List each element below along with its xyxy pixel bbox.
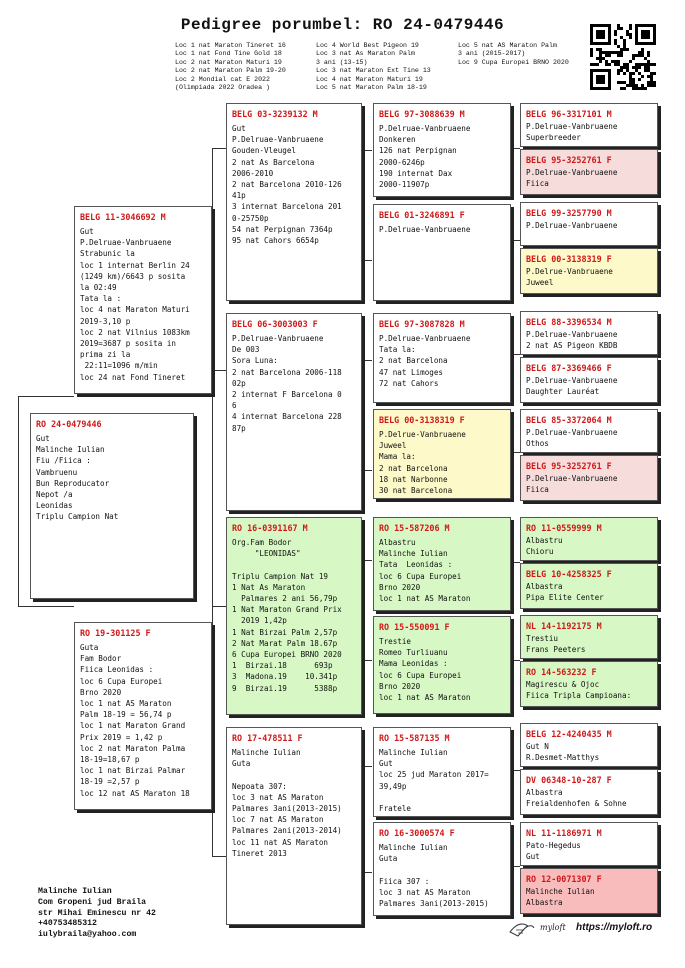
pigeon-card-gen5-8[interactable]: [520, 455, 658, 501]
pigeon-card-gen5-5[interactable]: [520, 311, 658, 355]
pigeon-card-gen5-4[interactable]: [520, 248, 658, 294]
pigeon-details: P.Delruae-Vanbruaene Superbreeder: [526, 122, 618, 142]
pigeon-card-dam-dam[interactable]: [226, 727, 362, 925]
pigeon-card-gen5-7[interactable]: [520, 409, 658, 453]
pigeon-card-gen5-14[interactable]: [520, 769, 658, 815]
pigeon-details: P.Delruae-Vanbruaene 2 nat AS Pigeon KBDB: [526, 330, 618, 350]
ring-number: BELG 99-3257790 M: [526, 208, 612, 218]
pigeon-card-sire-dam[interactable]: [226, 313, 362, 511]
pigeon-details: Albastra Pipa Elite Center: [526, 582, 604, 602]
ring-number: BELG 00-3138319 F: [379, 415, 465, 425]
pigeon-details: P.Delrue-Vanbruaene Juweel: [526, 267, 613, 287]
pigeon-details: P.Delruae-Vanbruaene Fiica: [526, 168, 618, 188]
pigeon-details: P.Delruae-Vanbruaene Othos: [526, 428, 618, 448]
ring-number: NL 14-1192175 M: [526, 621, 602, 631]
ring-number: RO 24-0479446: [36, 419, 102, 429]
ring-number: BELG 12-4240435 M: [526, 729, 612, 739]
pigeon-card-subject[interactable]: [30, 413, 194, 599]
pigeon-details: Trestie Romeo Turliuanu Mama Leonidas : loc 6 Cupa Europei Brno 2020 loc 1 nat AS Maraton: [379, 637, 471, 703]
pigeon-card-gen5-1[interactable]: [520, 103, 658, 147]
pigeon-card-gen5-11[interactable]: [520, 615, 658, 659]
pigeon-details: Malinche Iulian Guta Nepoata 307: loc 3 nat AS Maraton Palmares 3ani(2013-2015) loc 7 nat AS Maraton Palmares 2ani(2013-2014) loc 11 nat AS Maraton Tineret 2013: [232, 748, 342, 858]
ring-number: RO 15-587206 M: [379, 523, 450, 533]
ring-number: BELG 01-3246891 F: [379, 210, 465, 220]
pigeon-details: P.Delruae-Vanbruaene Tata la: 2 nat Barcelona 47 nat Limoges 72 nat Cahors: [379, 334, 471, 388]
ring-number: BELG 11-3046692 M: [80, 212, 166, 222]
pigeon-card-ssd[interactable]: [373, 204, 511, 301]
pigeon-card-dds[interactable]: [373, 727, 511, 817]
ring-number: BELG 96-3317101 M: [526, 109, 612, 119]
ring-number: BELG 06-3003003 F: [232, 319, 318, 329]
pigeon-card-gen5-10[interactable]: [520, 563, 658, 609]
ring-number: BELG 03-3239132 M: [232, 109, 318, 119]
pigeon-card-gen5-15[interactable]: [520, 822, 658, 866]
pigeon-card-sdd[interactable]: [373, 409, 511, 499]
pigeon-details: P.Delruae-Vanbruaene Donkeren 126 nat Perpignan 2000-6246p 190 internat Dax 2000-11907p: [379, 124, 471, 190]
pigeon-details: Malinche Iulian Guta Fiica 307 : loc 3 nat AS Maraton Palmares 3ani(2013-2015): [379, 843, 489, 909]
pigeon-card-dsd[interactable]: [373, 616, 511, 714]
ring-number: RO 14-563232 F: [526, 667, 597, 677]
pigeon-details: P.Delruae-Vanbruaene Fiica: [526, 474, 618, 494]
ring-number: BELG 10-4258325 F: [526, 569, 612, 579]
pigeon-card-sire-sire[interactable]: [226, 103, 362, 301]
pigeon-details: Trestiu Frans Peeters: [526, 634, 586, 654]
pigeon-card-dss[interactable]: [373, 517, 511, 611]
pigeon-details: Guta Fam Bodor Fiica Leonidas : loc 6 Cupa Europei Brno 2020 loc 1 nat AS Maraton Palm 18-19 = 56,74 p loc 1 nat Maraton Grand Prix 2019 = 1,42 p loc 2 nat Maraton Palma 18-19=18,67 p loc 1 nat Birzai Palmar 18-19 =2,57 p loc 12 nat AS Maraton 18: [80, 643, 190, 798]
ring-number: BELG 88-3396534 M: [526, 317, 612, 327]
ring-number: RO 16-0391167 M: [232, 523, 308, 533]
page-title: Pedigree porumbel: RO 24-0479446: [180, 16, 505, 34]
pigeon-details: Org.Fam Bodor "LEONIDAS" Triplu Campion Nat 19 1 Nat As Maraton Palmares 2 ani 56,79p 1 Nat Maraton Grand Prix 2019 1,42p 1 Nat Birzai Palm 2,57p 2 Nat Marat Palm 18.67p 6 Cupa Europei BRNO 2020 1 Birzai.18 693p 3 Madona.19 10.341p 9 Birzai.19 5388p: [232, 538, 342, 693]
ring-number: RO 12-0071307 F: [526, 874, 602, 884]
pigeon-details: Malinche Iulian Albastra: [526, 887, 595, 907]
pigeon-card-gen5-9[interactable]: [520, 517, 658, 561]
pigeon-details: Gut N R.Desmet-Matthys: [526, 742, 600, 762]
ring-number: BELG 87-3369466 F: [526, 363, 612, 373]
pigeon-details: Albastra Freialdenhofen & Sohne: [526, 788, 627, 808]
pigeon-details: P.Delruae-Vanbruaene De 003 Sora Luna: 2 nat Barcelona 2006-118 02p 2 internat F Barcelona 0 6 4 internat Barcelona 228 87p: [232, 334, 342, 433]
pigeon-details: Magirescu & Ojoc Fiica Tripla Campioana:: [526, 680, 632, 700]
pigeon-card-gen5-16[interactable]: [520, 868, 658, 914]
qr-code: [590, 24, 656, 90]
pigeon-card-sds[interactable]: [373, 313, 511, 403]
pigeon-details: Malinche Iulian Gut loc 25 jud Maraton 2017= 39,49p Fratele: [379, 748, 489, 814]
ring-number: RO 16-3000574 F: [379, 828, 455, 838]
ring-number: BELG 95-3252761 F: [526, 461, 612, 471]
brand-name: myloft: [540, 923, 566, 932]
pigeon-card-dam-sire[interactable]: [226, 517, 362, 715]
results-column-1: Loc 1 nat Maraton Tineret 16 Loc 1 nat Fond Tine Gold 18 Loc 2 nat Maraton Maturi 19 Loc 2 nat Maraton Palm 19-20 Loc 2 Mondial cat E 2022 (Olimpiada 2022 Oradea ): [175, 42, 286, 92]
pigeon-details: P.Delruae-Vanbruaene: [526, 221, 618, 230]
results-column-2: Loc 4 World Best Pigeon 19 Loc 3 nat As Maraton Palm 3 ani (13-15) Loc 3 nat Maraton Ext Tine 13 Loc 4 nat Maraton Maturi 19 Loc 5 nat Maraton Palm 18-19: [316, 42, 431, 92]
pigeon-details: P.Delrue-Vanbruaene Juweel Mama la: 2 nat Barcelona 18 nat Narbonne 30 nat Barcelona: [379, 430, 466, 496]
pigeon-card-gen5-13[interactable]: [520, 723, 658, 767]
pigeon-card-ddd[interactable]: [373, 822, 511, 916]
pigeon-details: Pato-Hegedus Gut: [526, 841, 581, 861]
results-column-3: Loc 5 nat AS Maraton Palm 3 ani (2015-2017) Loc 9 Cupa Europei BRNO 2020: [458, 42, 569, 66]
pigeon-card-gen5-2[interactable]: [520, 149, 658, 195]
pigeon-card-dam[interactable]: [74, 622, 212, 810]
ring-number: RO 15-550091 F: [379, 622, 450, 632]
ring-number: BELG 85-3372064 M: [526, 415, 612, 425]
pigeon-details: P.Delruae-Vanbruaene: [379, 225, 471, 234]
ring-number: BELG 00-3138319 F: [526, 254, 612, 264]
pigeon-details: Albastru Malinche Iulian Tata Leonidas : loc 6 Cupa Europei Brno 2020 loc 1 nat AS Maraton: [379, 538, 471, 604]
pigeon-details: Gut Malinche Iulian Fiu /Fiica : Vambruenu Bun Reproducator Nepot /a Leonidas Triplu Campion Nat: [36, 434, 119, 522]
pigeon-details: P.Delruae-Vanbruaene Daughter Lauréat: [526, 376, 618, 396]
pigeon-details: Gut P.Delruae-Vanbruaene Strabunic la loc 1 internat Berlin 24 (1249 km)/6643 p sosita la 02:49 Tata la : loc 4 nat Maraton Maturi 2019-3,10 p loc 2 nat Vilnius 1083km 2019=3687 p sosita in prima zi la 22:11=1096 m/min loc 24 nat Fond Tineret: [80, 227, 190, 382]
owner-contact: Malinche Iulian Com Gropeni jud Braila str Mihai Eminescu nr 42 +40753485312 iulybraila@yahoo.com: [38, 887, 156, 940]
ring-number: BELG 97-3087828 M: [379, 319, 465, 329]
pigeon-details: Gut P.Delruae-Vanbruaene Gouden-Vleugel 2 nat As Barcelona 2006-2010 2 nat Barcelona 2010-126 41p 3 internat Barcelona 201 0-25750p 54 nat Perpignan 7364p 95 nat Cahors 6654p: [232, 124, 342, 246]
ring-number: NL 11-1186971 M: [526, 828, 602, 838]
ring-number: BELG 97-3088639 M: [379, 109, 465, 119]
ring-number: BELG 95-3252761 F: [526, 155, 612, 165]
pigeon-card-sire[interactable]: [74, 206, 212, 394]
pigeon-card-sss[interactable]: [373, 103, 511, 197]
ring-number: RO 17-478511 F: [232, 733, 303, 743]
pigeon-card-gen5-3[interactable]: [520, 202, 658, 246]
ring-number: RO 15-587135 M: [379, 733, 450, 743]
pigeon-card-gen5-6[interactable]: [520, 357, 658, 403]
website-link[interactable]: https://myloft.ro: [576, 922, 653, 933]
pigeon-card-gen5-12[interactable]: [520, 661, 658, 707]
ring-number: RO 19-301125 F: [80, 628, 151, 638]
pigeon-details: Albastru Chioru: [526, 536, 563, 556]
ring-number: DV 06348-10-287 F: [526, 775, 612, 785]
ring-number: RO 11-0559999 M: [526, 523, 602, 533]
